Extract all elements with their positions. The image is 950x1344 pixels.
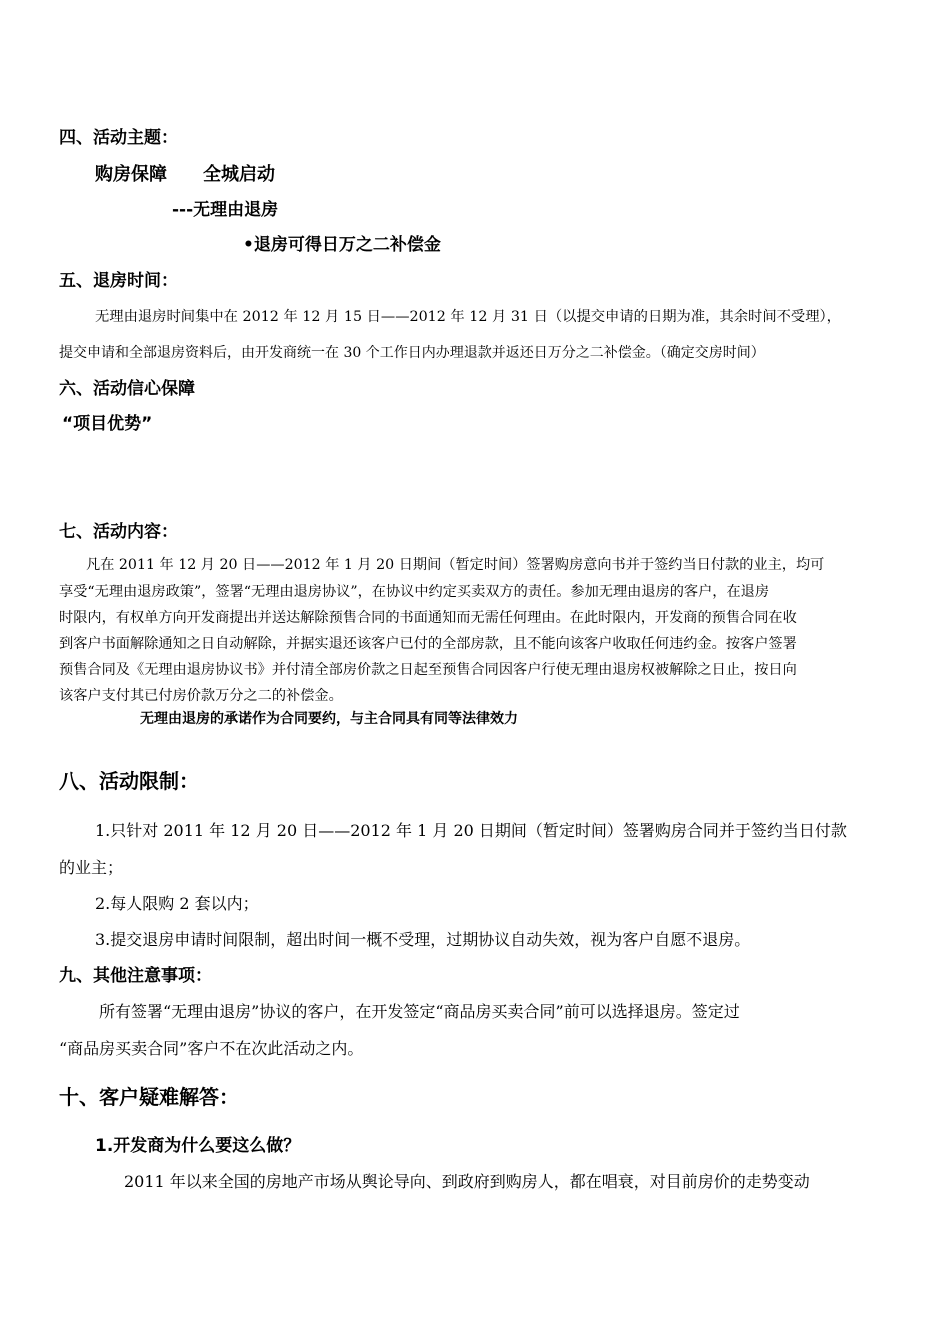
- theme-line-3: •退房可得日万之二补偿金: [243, 235, 441, 255]
- section-6-item: “项目优势”: [62, 414, 153, 434]
- section-10-heading: 十、客户疑难解答：: [59, 1085, 239, 1109]
- section-9-heading: 九、其他注意事项：: [59, 966, 212, 986]
- section-9-paragraph-line-2: “商品房买卖合同”客户不在次此活动之内。: [59, 1039, 364, 1058]
- section-4-heading: 四、活动主题：: [59, 128, 178, 148]
- section-7-paragraph-line: 该客户支付其已付房价款万分之二的补偿金。: [59, 688, 343, 704]
- section-6-heading: 六、活动信心保障: [59, 379, 195, 399]
- section-7-paragraph-line: 到客户书面解除通知之日自动解除，并据实退还该客户已付的全部房款，且不能向该客户收取任何违约金。按客户签署: [59, 636, 797, 652]
- section-8-item-2: 2.每人限购 2 套以内；: [95, 894, 259, 913]
- section-5-paragraph-line-1: 无理由退房时间集中在 2012 年 12 月 15 日——2012 年 12 月 31 日（以提交申请的日期为准，其余时间不受理），: [95, 309, 841, 325]
- theme-line-2: ---无理由退房: [172, 200, 279, 220]
- section-5-heading: 五、退房时间：: [59, 271, 178, 291]
- section-8-item-1-line-2: 的业主；: [59, 858, 124, 877]
- section-7-paragraph-line: 时限内，有权单方向开发商提出并送达解除预售合同的书面通知而无需任何理由。在此时限内，开发商的预售合同在收: [59, 610, 797, 626]
- section-9-paragraph-line-1: 所有签署“无理由退房”协议的客户，在开发签定“商品房买卖合同”前可以选择退房。签定过: [99, 1002, 740, 1021]
- section-7-paragraph-line: 凡在 2011 年 12 月 20 日——2012 年 1 月 20 日期间（暂定时间）签署购房意向书并于签约当日付款的业主，均可: [86, 557, 825, 573]
- section-7-paragraph-line: 享受“无理由退房政策”，签署“无理由退房协议”，在协议中约定买卖双方的责任。参加无理由退房的客户，在退房: [59, 584, 770, 600]
- section-7-paragraph-line: 预售合同及《无理由退房协议书》并付清全部房价款之日起至预售合同因客户行使无理由退房权被解除之日止，按日向: [59, 662, 797, 678]
- section-8-heading: 八、活动限制：: [59, 769, 199, 793]
- section-8-item-3: 3.提交退房申请时间限制，超出时间一概不受理，过期协议自动失效，视为客户自愿不退房。: [95, 930, 751, 949]
- section-7-heading: 七、活动内容：: [59, 522, 178, 542]
- theme-line-1: 购房保障 全城启动: [95, 164, 275, 185]
- section-7-note: 无理由退房的承诺作为合同要约，与主合同具有同等法律效力: [140, 711, 518, 727]
- section-5-paragraph-line-2: 提交申请和全部退房资料后，由开发商统一在 30 个工作日内办理退款并返还日万分之二补偿金。（确定交房时间）: [59, 345, 765, 361]
- answer-1-line-1: 2011 年以来全国的房地产市场从舆论导向、到政府到购房人，都在唱衰，对目前房价的走势变动: [124, 1172, 810, 1191]
- question-1: 1.开发商为什么要这么做？: [95, 1136, 301, 1156]
- section-8-item-1-line-1: 1.只针对 2011 年 12 月 20 日——2012 年 1 月 20 日期间（暂定时间）签署购房合同并于签约当日付款: [95, 821, 847, 840]
